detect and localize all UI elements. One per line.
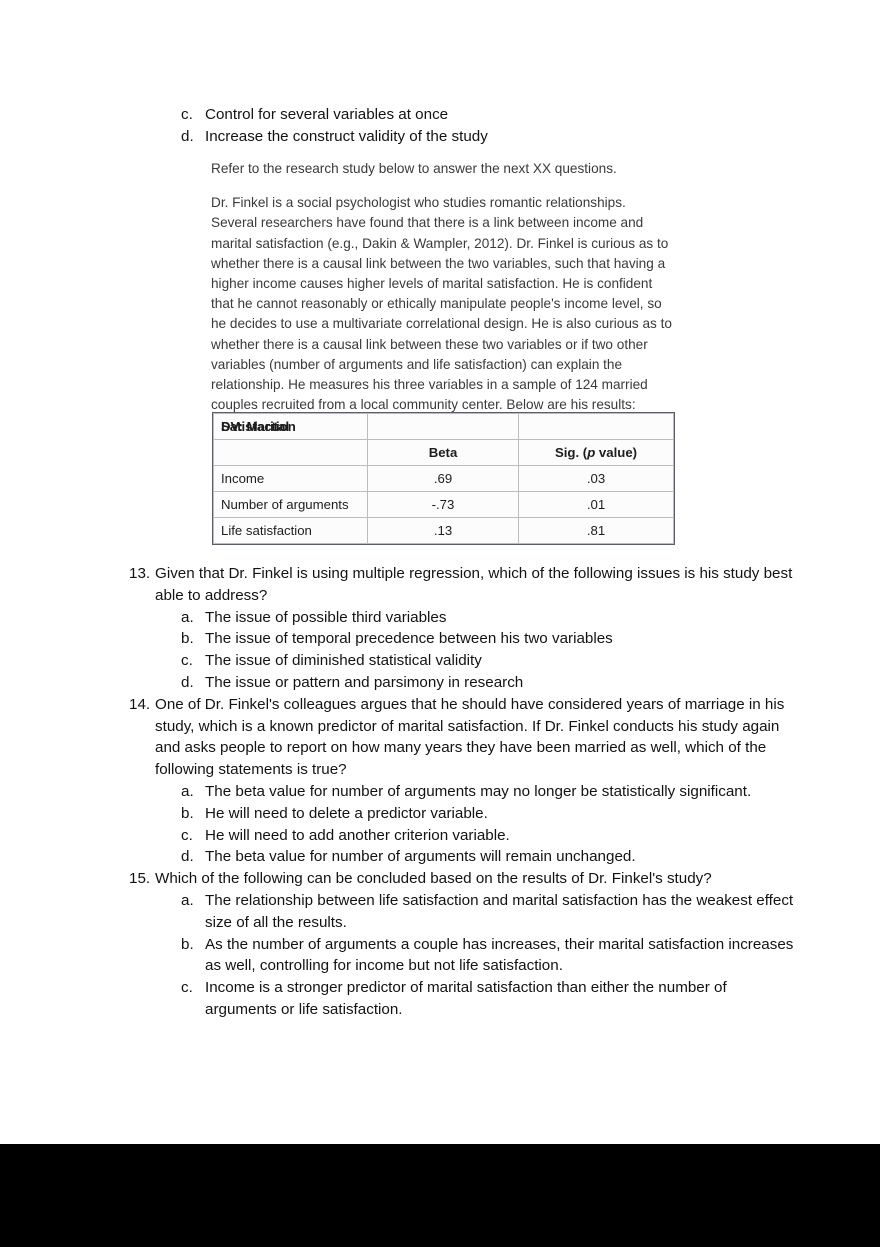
table-row (214, 518, 674, 544)
sig-prefix: Sig. ( (554, 444, 588, 460)
option-letter: b. (181, 804, 194, 822)
question-text: Given that Dr. Finkel is using multiple regression, which of the following issues is his study best able to address? (155, 565, 793, 604)
table-row (214, 492, 674, 518)
table-row (214, 414, 674, 440)
question-number: 13. (129, 565, 151, 582)
row-label: Life satisfaction (214, 518, 368, 544)
table-row (214, 466, 674, 492)
question-15-options (181, 890, 799, 1021)
question-list (129, 563, 799, 1021)
question-stem (129, 694, 799, 781)
list-item (181, 650, 799, 672)
option-text: Control for several variables at once (205, 106, 449, 123)
option-text: The beta value for number of arguments may no longer be statistically significant. (205, 782, 752, 800)
list-item (181, 126, 781, 148)
option-letter: b. (181, 630, 194, 648)
option-text: The issue or pattern and parsimony in research (205, 673, 524, 691)
row-beta: .69 (368, 466, 519, 492)
option-text: The relationship between life satisfaction and marital satisfaction has the weakest effect size of all the results. (205, 891, 794, 931)
option-text: The beta value for number of arguments will remain unchanged. (205, 848, 636, 866)
sig-suffix: value) (595, 444, 638, 460)
table-header-row (214, 440, 674, 466)
results-table (213, 413, 674, 544)
question-15 (129, 868, 799, 1021)
table-empty-cell (214, 440, 368, 466)
list-item (181, 890, 799, 934)
list-item (181, 846, 799, 868)
column-header-significance (519, 440, 674, 466)
table-title-cell: DV: Marital Satisfaction (214, 414, 368, 440)
option-text: He will need to delete a predictor variable. (205, 804, 488, 822)
option-text: Increase the construct validity of the study (205, 127, 488, 145)
question-14 (129, 694, 799, 868)
row-beta: .13 (368, 518, 519, 544)
table-outer-border (212, 412, 675, 545)
option-letter: a. (181, 782, 194, 800)
option-text: As the number of arguments a couple has increases, their marital satisfaction increases as well, controlling for income but not life satisfaction. (205, 935, 794, 975)
option-text: Income is a stronger predictor of marital satisfaction than either the number of arguments or life satisfaction. (205, 979, 727, 1018)
question-13-options (181, 607, 799, 694)
row-beta: -.73 (368, 492, 519, 518)
list-item (181, 628, 799, 650)
sig-italic-p: p (587, 444, 596, 460)
question-stem (129, 868, 799, 890)
list-item (181, 977, 799, 1021)
option-letter: d. (181, 127, 194, 145)
option-letter: c. (181, 979, 193, 997)
question-14-options (181, 781, 799, 868)
list-item (181, 781, 799, 803)
option-text: He will need to add another criterion variable. (205, 826, 510, 844)
question-number: 15. (129, 870, 151, 888)
research-vignette (211, 159, 673, 415)
option-letter: c. (181, 826, 193, 844)
question-text: Which of the following can be concluded based on the results of Dr. Finkel's study? (155, 870, 712, 888)
option-letter: b. (181, 935, 194, 953)
list-item (181, 672, 799, 694)
vignette-body: Dr. Finkel is a social psychologist who studies romantic relationships. Several researchers have found that there is a link between income and marital satisfaction (e.g., Dakin & Wampler, 2012). Dr. Finkel is curious as to whether there is a causal link between the two variables, such that having a higher income causes higher levels of marital satisfaction. He is confident that he cannot reasonably or ethically manipulate people's income level, so he decides to use a multivariate correlational design. He is also curious as to whether there is a causal link between these two variables or if two other variables (number of arguments and life satisfaction) can explain the relationship. He measures his three variables in a sample of 124 married couples recruited from a local community center. Below are his results: (211, 195, 672, 413)
vignette-instruction: Refer to the research study below to answer the next XX questions. (211, 161, 617, 176)
list-item (181, 104, 781, 126)
option-letter: c. (181, 106, 193, 123)
list-item (181, 934, 799, 978)
option-letter: c. (181, 652, 193, 670)
row-label: Number of arguments (214, 492, 368, 518)
carryover-option-list (181, 104, 781, 148)
option-letter: a. (181, 891, 194, 909)
list-item (181, 803, 799, 825)
list-item (181, 825, 799, 847)
option-text: The issue of diminished statistical validity (205, 652, 482, 670)
results-table-container (212, 412, 672, 550)
question-13 (129, 563, 799, 694)
option-letter: d. (181, 848, 194, 866)
row-sig: .01 (519, 492, 674, 518)
option-text: The issue of possible third variables (205, 608, 447, 626)
list-item (181, 607, 799, 629)
row-sig: .03 (519, 466, 674, 492)
question-number: 14. (129, 695, 151, 713)
question-stem (129, 563, 799, 607)
option-letter: d. (181, 673, 194, 691)
table-empty-cell (519, 414, 674, 440)
column-header-beta: Beta (368, 440, 519, 466)
row-sig: .81 (519, 518, 674, 544)
bottom-black-band (0, 1144, 880, 1247)
table-empty-cell (368, 414, 519, 440)
question-text: One of Dr. Finkel's colleagues argues that he should have considered years of marriage in his study, which is a known predictor of marital satisfaction. If Dr. Finkel conducts his study again and asks people to report on how many years they have been married as well, which of the following statements is true? (155, 695, 785, 779)
row-label: Income (214, 466, 368, 492)
option-letter: a. (181, 608, 194, 626)
option-text: The issue of temporal precedence between his two variables (205, 630, 613, 648)
